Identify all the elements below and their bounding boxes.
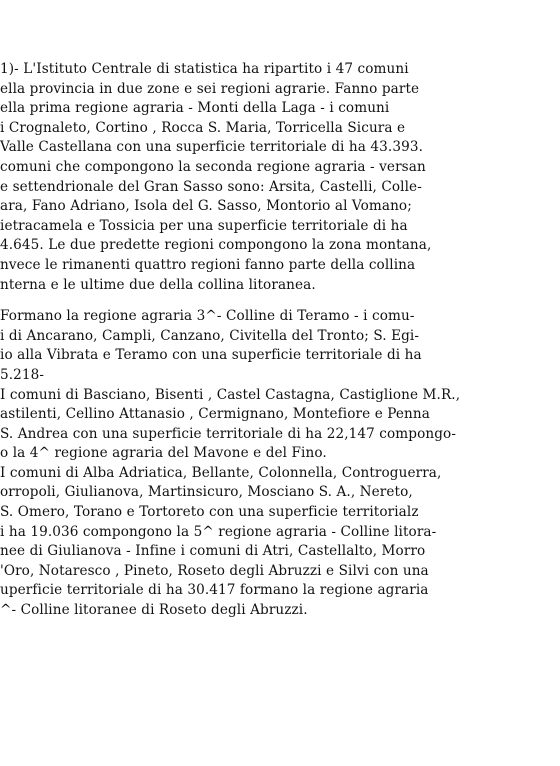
text-line: nterna e le ultime due della collina litoranea. <box>0 276 316 293</box>
text-line: S. Omero, Torano e Tortoreto con una superficie territorialz <box>0 504 419 521</box>
text-line: i di Ancarano, Campli, Canzano, Civitella del Tronto; S. Egi- <box>0 327 420 344</box>
text-line: S. Andrea con una superficie territoriale di ha 22,147 compongo- <box>0 425 457 442</box>
text-line: io alla Vibrata e Teramo con una superficie territoriale di ha <box>0 347 422 364</box>
text-line: I comuni di Basciano, Bisenti , Castel Castagna, Castiglione M.R., <box>0 386 461 403</box>
text-line: ietracamela e Tossicia per una superficie territoriale di ha <box>0 217 408 234</box>
text-line: 5.218- <box>0 366 45 383</box>
text-line: nvece le rimanenti quattro regioni fanno parte della collina <box>0 256 416 273</box>
text-line: Formano la regione agraria 3^- Colline di Teramo - i comu- <box>0 308 415 325</box>
text-line: o la 4^ regione agraria del Mavone e del Fino. <box>0 445 327 462</box>
text-line: 4.645. Le due predette regioni compongono la zona montana, <box>0 237 432 254</box>
document-text <box>0 60 556 621</box>
text-line: 1)- L'Istituto Centrale di statistica ha ripartito i 47 comuni <box>0 61 409 77</box>
paragraph-2 <box>0 307 556 621</box>
text-line: uperficie territoriale di ha 30.417 formano la regione agraria <box>0 582 429 599</box>
text-line: nee di Giulianova - Infine i comuni di Atri, Castellalto, Morro <box>0 543 426 560</box>
paragraph-1 <box>0 60 556 295</box>
text-line: e settendrionale del Gran Sasso sono: Arsita, Castelli, Colle- <box>0 178 422 195</box>
text-line: i Crognaleto, Cortino , Rocca S. Maria, Torricella Sicura e <box>0 119 406 136</box>
text-line: Valle Castellana con una superficie territoriale di ha 43.393. <box>0 139 423 156</box>
text-line: comuni che compongono la seconda regione agraria - versan <box>0 158 426 175</box>
text-line: I comuni di Alba Adriatica, Bellante, Colonnella, Controguerra, <box>0 464 442 481</box>
text-line: 'Oro, Notaresco , Pineto, Roseto degli Abruzzi e Silvi con una <box>0 562 429 579</box>
text-line: ara, Fano Adriano, Isola del G. Sasso, Montorio al Vomano; <box>0 198 412 215</box>
text-line: orropoli, Giulianova, Martinsicuro, Mosciano S. A., Nereto, <box>0 484 413 501</box>
text-line: ^- Colline litoranee di Roseto degli Abruzzi. <box>0 602 308 619</box>
paragraph-gap <box>0 295 556 307</box>
text-line: ella prima regione agraria - Monti della Laga - i comuni <box>0 100 390 117</box>
text-line: astilenti, Cellino Attanasio , Cermignano, Montefiore e Penna <box>0 406 430 423</box>
text-line: ella provincia in due zone e sei regioni agrarie. Fanno parte <box>0 80 420 97</box>
text-line: i ha 19.036 compongono la 5^ regione agraria - Colline litora- <box>0 523 437 540</box>
